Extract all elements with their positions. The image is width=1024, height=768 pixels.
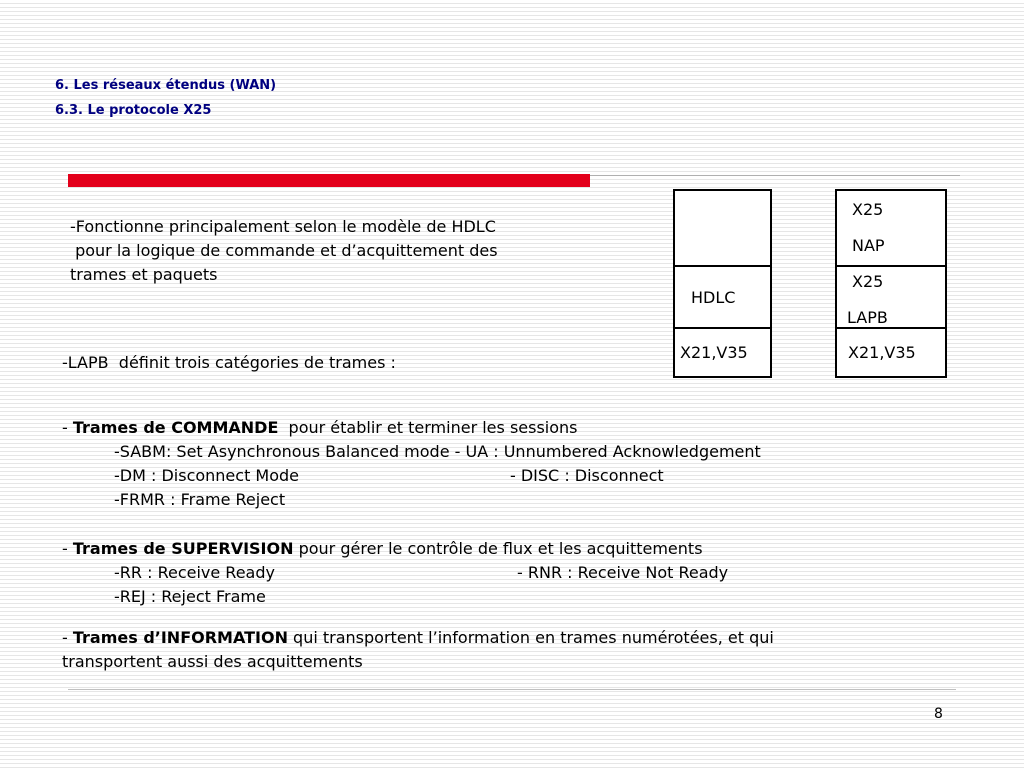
information-title: Trames d’INFORMATION xyxy=(72,628,288,647)
stack-cell-physical-right xyxy=(837,327,945,378)
stack-label-physical: X21,V35 xyxy=(680,343,748,362)
intro-line-3: trames et paquets xyxy=(70,265,218,284)
divider xyxy=(590,175,960,176)
supervision-heading: - Trames de SUPERVISION pour gérer le contrôle de flux et les acquittements xyxy=(62,539,703,558)
supervision-rr: -RR : Receive Ready xyxy=(114,563,275,582)
supervision-rej: -REJ : Reject Frame xyxy=(114,587,266,606)
subsection-title: 6.3. Le protocole X25 xyxy=(55,103,212,118)
commande-dm: -DM : Disconnect Mode xyxy=(114,466,300,485)
accent-bar xyxy=(68,174,590,187)
stack-cell-hdlc xyxy=(675,265,770,329)
stack-cell-nap xyxy=(837,191,945,265)
stack-cell-empty xyxy=(675,191,770,265)
commande-disc: - DISC : Disconnect xyxy=(510,466,664,485)
lapb-categories-text: -LAPB définit trois catégories de trames : xyxy=(62,353,396,372)
stack-label-hdlc: HDLC xyxy=(691,288,736,307)
page-number: 8 xyxy=(934,706,943,722)
supervision-title: Trames de SUPERVISION xyxy=(72,539,294,558)
x25-protocol-stack xyxy=(835,189,947,378)
stack-cell-physical xyxy=(675,327,770,378)
intro-line-2: pour la logique de commande et d’acquittement des xyxy=(70,241,498,260)
commande-heading: - Trames de COMMANDE pour établir et terminer les sessions xyxy=(62,418,578,437)
stack-label-nap: NAP xyxy=(852,236,885,255)
stack-label-physical-right: X21,V35 xyxy=(848,343,916,362)
footer-divider xyxy=(68,689,956,690)
supervision-rnr: - RNR : Receive Not Ready xyxy=(517,563,729,582)
commande-sabm: -SABM: Set Asynchronous Balanced mode - UA : Unnumbered Acknowledgement xyxy=(114,442,761,461)
hdlc-protocol-stack xyxy=(673,189,772,378)
information-line-2: transportent aussi des acquittements xyxy=(62,652,363,671)
stack-label-lapb: LAPB xyxy=(847,308,888,327)
stack-label-x25-2: X25 xyxy=(852,272,884,291)
stack-label-x25-1: X25 xyxy=(852,200,884,219)
information-heading: - Trames d’INFORMATION qui transportent l’information en trames numérotées, et qui xyxy=(62,628,774,647)
intro-line-1: -Fonctionne principalement selon le modèle de HDLC xyxy=(70,217,496,236)
section-title: 6. Les réseaux étendus (WAN) xyxy=(55,78,277,93)
stack-cell-lapb xyxy=(837,265,945,329)
commande-frmr: -FRMR : Frame Reject xyxy=(114,490,286,509)
commande-title: Trames de COMMANDE xyxy=(72,418,279,437)
